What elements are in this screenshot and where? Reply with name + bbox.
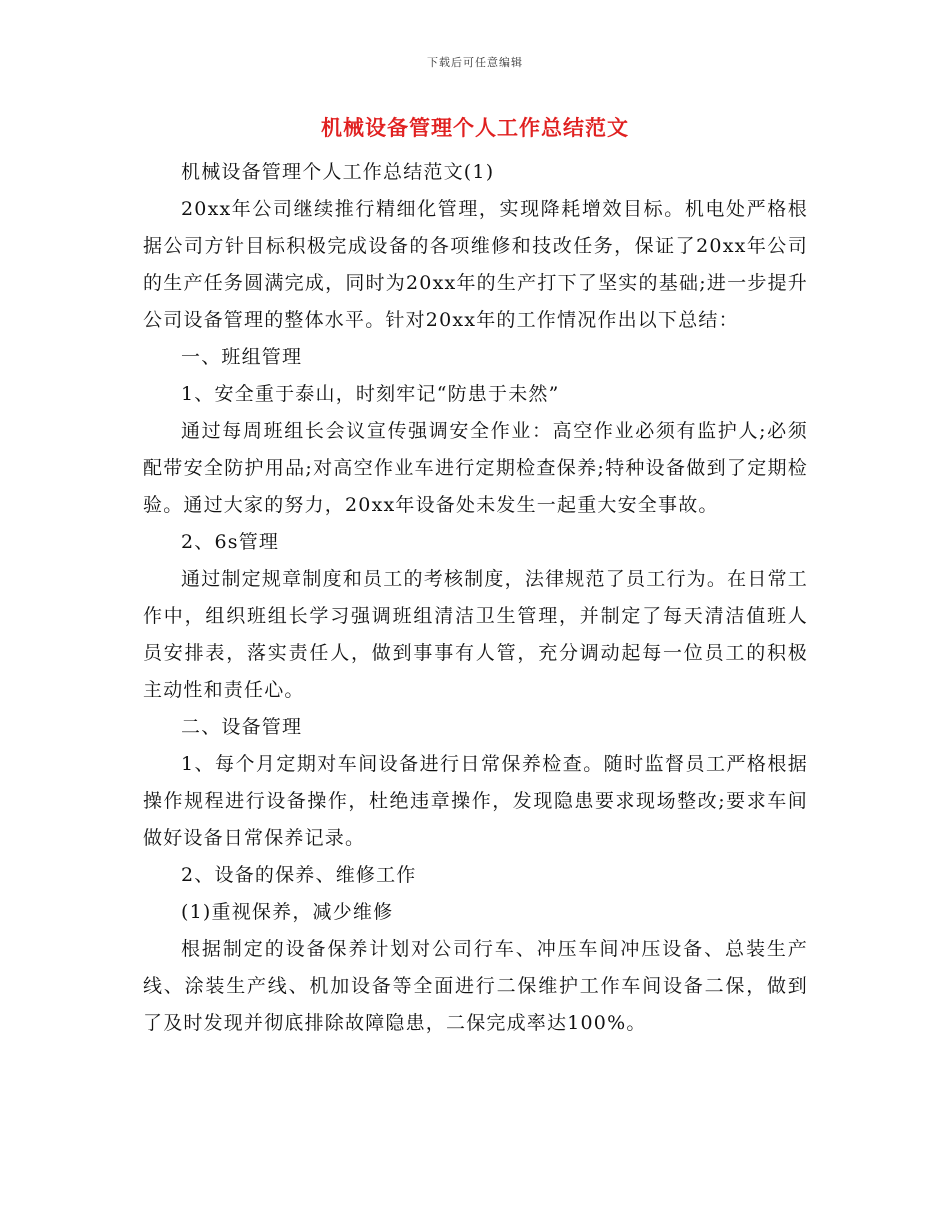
paragraph: 20xx年公司继续推行精细化管理，实现降耗增效目标。机电处严格根据公司方针目标积极完成设备的各项维修和技改任务，保证了20xx年公司的生产任务圆满完成，同时为20xx年的生产打下了坚实的基础;进一步提升公司设备管理的整体水平。针对20xx年的工作情况作出以下总结： <box>143 198 808 331</box>
document-title: 机械设备管理个人工作总结范文 <box>321 116 629 140</box>
subsection-heading: 1、安全重于泰山，时刻牢记“防患于未然” <box>181 383 560 405</box>
paragraph: 机械设备管理个人工作总结范文(1) <box>181 161 495 183</box>
header-note: 下载后可任意编辑 <box>427 56 523 69</box>
section-heading: 一、班组管理 <box>181 346 303 368</box>
subsection-heading: (1)重视保养，减少维修 <box>181 901 394 923</box>
document-body <box>143 154 808 1042</box>
subsection-heading: 2、设备的保养、维修工作 <box>181 864 417 886</box>
section-heading: 二、设备管理 <box>181 716 303 738</box>
paragraph: 通过每周班组长会议宣传强调安全作业：高空作业必须有监护人;必须配带安全防护用品;对高空作业车进行定期检查保养;特种设备做到了定期检验。通过大家的努力，20xx年设备处未发生一起重大安全事故。 <box>143 420 808 516</box>
paragraph: 通过制定规章制度和员工的考核制度，法律规范了员工行为。在日常工作中，组织班组长学习强调班组清洁卫生管理，并制定了每天清洁值班人员安排表，落实责任人，做到事事有人管，充分调动起每一位员工的积极主动性和责任心。 <box>143 568 808 701</box>
subsection-heading: 2、6s管理 <box>181 531 280 553</box>
paragraph: 根据制定的设备保养计划对公司行车、冲压车间冲压设备、总装生产线、涂装生产线、机加设备等全面进行二保维护工作车间设备二保，做到了及时发现并彻底排除故障隐患，二保完成率达100%。 <box>143 938 808 1034</box>
paragraph: 1、每个月定期对车间设备进行日常保养检查。随时监督员工严格根据操作规程进行设备操作，杜绝违章操作，发现隐患要求现场整改;要求车间做好设备日常保养记录。 <box>143 753 808 849</box>
